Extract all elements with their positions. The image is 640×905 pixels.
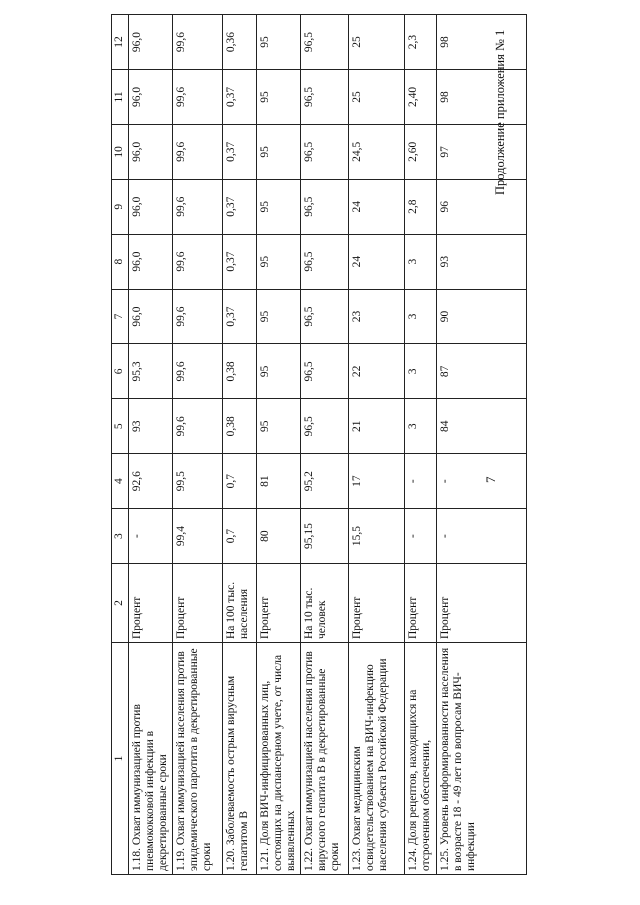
table-row [223, 15, 257, 875]
value-cell: 96 [437, 179, 527, 234]
unit-cell: Процент [437, 564, 527, 643]
value-cell: 2,60 [405, 124, 437, 179]
column-number: 11 [112, 69, 129, 124]
column-number: 9 [112, 179, 129, 234]
value-cell: 96,5 [301, 234, 349, 289]
value-cell: 99,6 [173, 399, 223, 454]
value-cell: 23 [349, 289, 405, 344]
value-cell: 2,8 [405, 179, 437, 234]
value-cell: 0,37 [223, 234, 257, 289]
value-cell: 25 [349, 15, 405, 70]
value-cell: 99,6 [173, 289, 223, 344]
value-cell: 99,6 [173, 124, 223, 179]
indicator-name: 1.20. Заболеваемость острым вирусным гепатитом В [223, 643, 257, 875]
value-cell: 96,5 [301, 289, 349, 344]
column-number: 10 [112, 124, 129, 179]
value-cell: 24 [349, 234, 405, 289]
page-number: 7 [483, 476, 498, 483]
value-cell: 99,6 [173, 179, 223, 234]
value-cell: 96,5 [301, 124, 349, 179]
unit-cell: Процент [129, 564, 173, 643]
unit-cell: Процент [405, 564, 437, 643]
value-cell: 95 [257, 124, 301, 179]
column-number: 7 [112, 289, 129, 344]
value-cell: 87 [437, 344, 527, 399]
value-cell: 2,40 [405, 69, 437, 124]
value-cell: 0,38 [223, 344, 257, 399]
value-cell: 95,2 [301, 454, 349, 509]
value-cell: 96,0 [129, 289, 173, 344]
value-cell: 99,6 [173, 234, 223, 289]
value-cell: 22 [349, 344, 405, 399]
table-row [405, 15, 437, 875]
value-cell: 99,6 [173, 344, 223, 399]
value-cell: 96,5 [301, 179, 349, 234]
value-cell: 3 [405, 344, 437, 399]
value-cell: 25 [349, 69, 405, 124]
value-cell: 0,36 [223, 15, 257, 70]
value-cell: - [405, 454, 437, 509]
value-cell: 96,0 [129, 69, 173, 124]
value-cell: - [129, 509, 173, 564]
table-row [301, 15, 349, 875]
value-cell: 96,5 [301, 15, 349, 70]
table-row [349, 15, 405, 875]
indicator-name: 1.24. Доля рецептов, находящихся на отсроченном обеспечении, [405, 643, 437, 875]
rotated-content [111, 15, 631, 875]
value-cell: 81 [257, 454, 301, 509]
value-cell: 98 [437, 15, 527, 70]
value-cell: 24,5 [349, 124, 405, 179]
value-cell: 96,0 [129, 15, 173, 70]
indicator-name: 1.25. Уровень информированности населения в возрасте 18 - 49 лет по вопросам ВИЧ-инфекции [437, 643, 527, 875]
indicator-name: 1.18. Охват иммунизацией против пневмококковой инфекции в декретированные сроки [129, 643, 173, 875]
value-cell: 80 [257, 509, 301, 564]
value-cell: 3 [405, 289, 437, 344]
value-cell: 95 [257, 69, 301, 124]
value-cell: 98 [437, 69, 527, 124]
value-cell: 95,15 [301, 509, 349, 564]
value-cell: 0,37 [223, 124, 257, 179]
table-row [173, 15, 223, 875]
value-cell: 96,0 [129, 179, 173, 234]
value-cell: 99,5 [173, 454, 223, 509]
value-cell: 95 [257, 179, 301, 234]
value-cell: - [437, 454, 527, 509]
value-cell: 96,5 [301, 344, 349, 399]
indicators-table [111, 14, 527, 875]
value-cell: 95 [257, 344, 301, 399]
value-cell: 24 [349, 179, 405, 234]
value-cell: 90 [437, 289, 527, 344]
table-row [129, 15, 173, 875]
column-number: 8 [112, 234, 129, 289]
value-cell: 0,37 [223, 289, 257, 344]
column-number: 6 [112, 344, 129, 399]
value-cell: 99,6 [173, 15, 223, 70]
table-row [437, 15, 527, 875]
value-cell: 95 [257, 289, 301, 344]
value-cell: 93 [129, 399, 173, 454]
value-cell: 96,0 [129, 234, 173, 289]
value-cell: 96,0 [129, 124, 173, 179]
value-cell: 0,7 [223, 454, 257, 509]
value-cell: 96,5 [301, 399, 349, 454]
value-cell: 0,37 [223, 69, 257, 124]
column-number: 4 [112, 454, 129, 509]
column-number: 3 [112, 509, 129, 564]
value-cell: 95 [257, 399, 301, 454]
value-cell: 84 [437, 399, 527, 454]
value-cell: 3 [405, 399, 437, 454]
value-cell: 95 [257, 234, 301, 289]
table-row [257, 15, 301, 875]
value-cell: 96,5 [301, 69, 349, 124]
indicator-name: 1.22. Охват иммунизацией населения против вирусного гепатита В в декретированные сроки [301, 643, 349, 875]
indicator-name: 1.21. Доля ВИЧ-инфицированных лиц, состоящих на диспансерном учете, от числа выявленных [257, 643, 301, 875]
column-number: 12 [112, 15, 129, 70]
table-header-row [112, 15, 129, 875]
value-cell: 21 [349, 399, 405, 454]
value-cell: 93 [437, 234, 527, 289]
unit-cell: На 10 тыс. человек [301, 564, 349, 643]
value-cell: 92,6 [129, 454, 173, 509]
unit-cell: Процент [257, 564, 301, 643]
column-number: 1 [112, 643, 129, 875]
value-cell: 3 [405, 234, 437, 289]
unit-cell: Процент [173, 564, 223, 643]
value-cell: 95 [257, 15, 301, 70]
value-cell: 0,37 [223, 179, 257, 234]
appendix-continuation-label: Продолжение приложения № 1 [493, 29, 507, 195]
value-cell: 95,3 [129, 344, 173, 399]
column-number: 2 [112, 564, 129, 643]
value-cell: 97 [437, 124, 527, 179]
value-cell: 99,4 [173, 509, 223, 564]
value-cell: 0,38 [223, 399, 257, 454]
value-cell: 2,3 [405, 15, 437, 70]
value-cell: 17 [349, 454, 405, 509]
indicator-name: 1.19. Охват иммунизацией населения против эпидемического паротита в декретированные сроки [173, 643, 223, 875]
column-number: 5 [112, 399, 129, 454]
unit-cell: На 100 тыс. населения [223, 564, 257, 643]
indicator-name: 1.23. Охват медицинским освидетельствованием на ВИЧ-инфекцию населения субъекта Российской Федерации [349, 643, 405, 875]
unit-cell: Процент [349, 564, 405, 643]
value-cell: - [437, 509, 527, 564]
value-cell: - [405, 509, 437, 564]
value-cell: 0,7 [223, 509, 257, 564]
value-cell: 15,5 [349, 509, 405, 564]
value-cell: 99,6 [173, 69, 223, 124]
